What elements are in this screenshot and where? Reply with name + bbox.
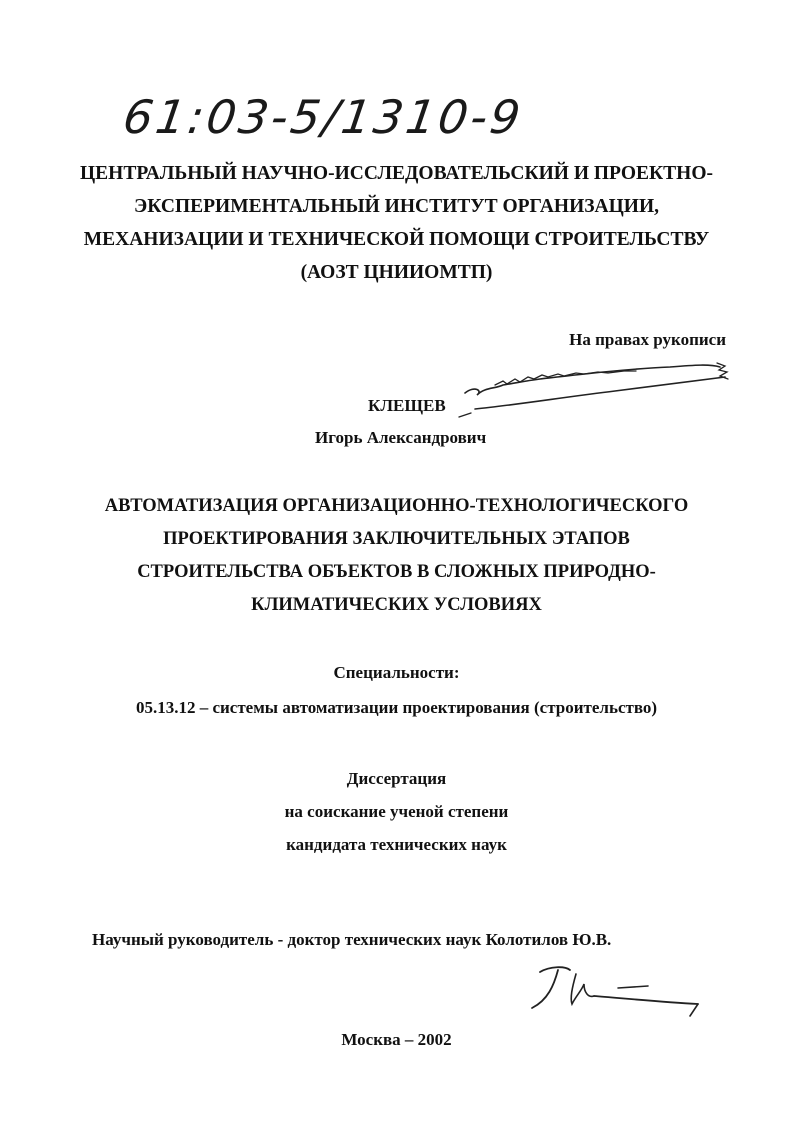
degree-line: Диссертация: [346, 769, 447, 788]
institution-line: ЭКСПЕРИМЕНТАЛЬНЫЙ ИНСТИТУТ ОРГАНИЗАЦИИ,: [133, 196, 659, 217]
specialty-label: Специальности:: [333, 663, 460, 682]
title-line: КЛИМАТИЧЕСКИХ УСЛОВИЯХ: [251, 595, 542, 615]
handwritten-archive-code: 61:03-5/1310-9: [120, 90, 527, 144]
rights-note: На правах рукописи: [569, 330, 726, 349]
institution-line: МЕХАНИЗАЦИИ И ТЕХНИЧЕСКОЙ ПОМОЩИ СТРОИТЕЛЬСТВУ: [83, 229, 710, 250]
supervisor-signature: [510, 960, 710, 1030]
author-surname: КЛЕЩЕВ: [368, 396, 446, 415]
institution-line: (АОЗТ ЦНИИОМТП): [300, 262, 493, 283]
author-given-names: Игорь Александрович: [315, 428, 487, 447]
degree-block: [0, 762, 793, 861]
place-year: Москва – 2002: [341, 1030, 452, 1049]
institution-line: ЦЕНТРАЛЬНЫЙ НАУЧНО-ИССЛЕДОВАТЕЛЬСКИЙ И ПРОЕКТНО-: [79, 163, 713, 184]
dissertation-title: [0, 490, 793, 622]
institution-header: [0, 157, 793, 289]
specialty-value: 05.13.12 – системы автоматизации проектирования (строительство): [135, 698, 658, 717]
degree-line: на соискание ученой степени: [284, 802, 509, 821]
title-line: ПРОЕКТИРОВАНИЯ ЗАКЛЮЧИТЕЛЬНЫХ ЭТАПОВ: [163, 529, 630, 549]
supervisor: Научный руководитель - доктор технических наук Колотилов Ю.В.: [92, 930, 612, 949]
degree-line: кандидата технических наук: [286, 835, 507, 854]
author-signature: [455, 355, 745, 425]
title-line: СТРОИТЕЛЬСТВА ОБЪЕКТОВ В СЛОЖНЫХ ПРИРОДНО-: [137, 562, 656, 582]
title-line: АВТОМАТИЗАЦИЯ ОРГАНИЗАЦИОННО-ТЕХНОЛОГИЧЕСКОГО: [104, 496, 689, 516]
